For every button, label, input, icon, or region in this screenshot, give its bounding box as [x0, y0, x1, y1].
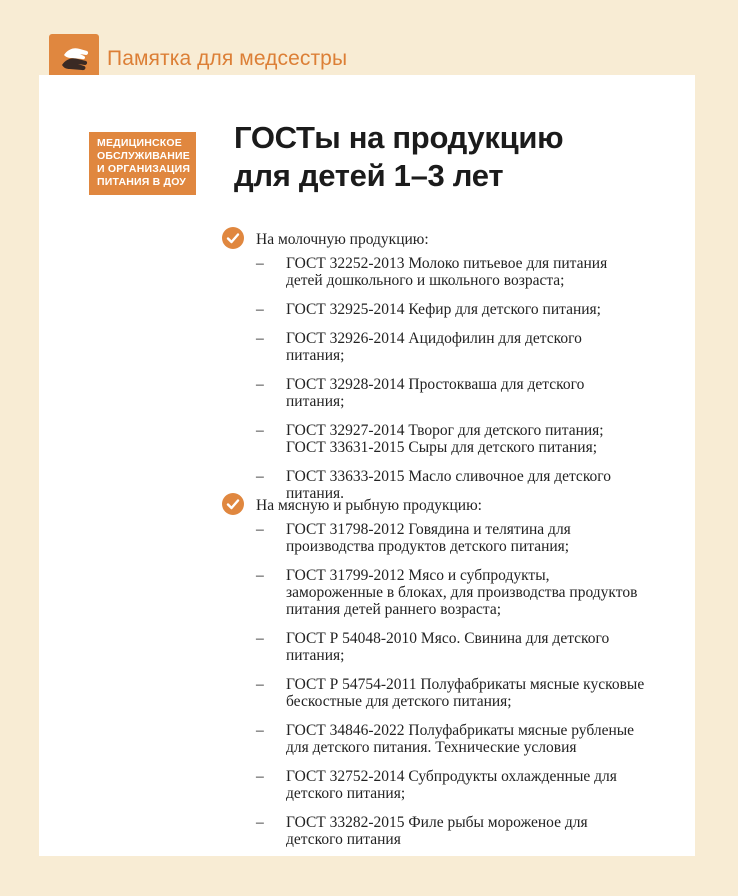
- category-badge: [89, 132, 196, 195]
- badge-line: И ОРГАНИЗАЦИЯ: [97, 163, 191, 175]
- list-item: – ГОСТ 34846-2022 Полуфабрикаты мясные рубленые для детского питания. Технические условия: [222, 722, 682, 756]
- list-item: – ГОСТ Р 54048-2010 Мясо. Свинина для детского питания;: [222, 630, 682, 664]
- list-item: – ГОСТ 33282-2015 Филе рыбы мороженое для детского питания: [222, 814, 682, 848]
- list-item: – ГОСТ 32926-2014 Ацидофилин для детского питания;: [222, 330, 682, 364]
- page-title-line: ГОСТы на продукцию: [234, 120, 564, 155]
- section-meat-fish: [222, 496, 682, 848]
- list-item: – ГОСТ 32928-2014 Простокваша для детского питания;: [222, 376, 682, 410]
- section-heading: [222, 496, 682, 518]
- badge-line: ОБСЛУЖИВАНИЕ: [97, 150, 191, 162]
- badge-line: МЕДИЦИНСКОЕ: [97, 137, 182, 149]
- check-circle-icon: [222, 493, 244, 515]
- badge-line: ПИТАНИЯ В ДОУ: [97, 176, 187, 188]
- section-heading: [222, 230, 682, 252]
- header-title: Памятка для медсестры: [107, 47, 348, 70]
- list-item: – ГОСТ 32927-2014 Творог для детского питания; ГОСТ 33631-2015 Сыры для детского питания;: [222, 422, 682, 456]
- list-item: – ГОСТ 32752-2014 Субпродукты охлажденные для детского питания;: [222, 768, 682, 802]
- list-item: – ГОСТ 31799-2012 Мясо и субпродукты, замороженные в блоках, для производства продуктов питания детей раннего возраста;: [222, 567, 682, 618]
- list-item: – ГОСТ 32252-2013 Молоко питьевое для питания детей дошкольного и школьного возраста;: [222, 255, 682, 289]
- list-item: – ГОСТ Р 54754-2011 Полуфабрикаты мясные кусковые бескостные для детского питания;: [222, 676, 682, 710]
- list-item: – ГОСТ 31798-2012 Говядина и телятина для производства продуктов детского питания;: [222, 521, 682, 555]
- section-heading-text: На молочную продукцию:: [256, 231, 429, 248]
- list-item: – ГОСТ 33633-2015 Масло сливочное для детского питания.: [222, 468, 682, 502]
- gost-list: [222, 255, 682, 502]
- check-circle-icon: [222, 227, 244, 249]
- page-title: [234, 119, 563, 195]
- page-title-line: для детей 1–3 лет: [234, 158, 504, 193]
- section-heading-text: На мясную и рыбную продукцию:: [256, 497, 482, 514]
- list-item: – ГОСТ 32925-2014 Кефир для детского питания;: [222, 301, 682, 318]
- content-card: [39, 75, 695, 856]
- gost-list: [222, 521, 682, 848]
- section-dairy: [222, 230, 682, 502]
